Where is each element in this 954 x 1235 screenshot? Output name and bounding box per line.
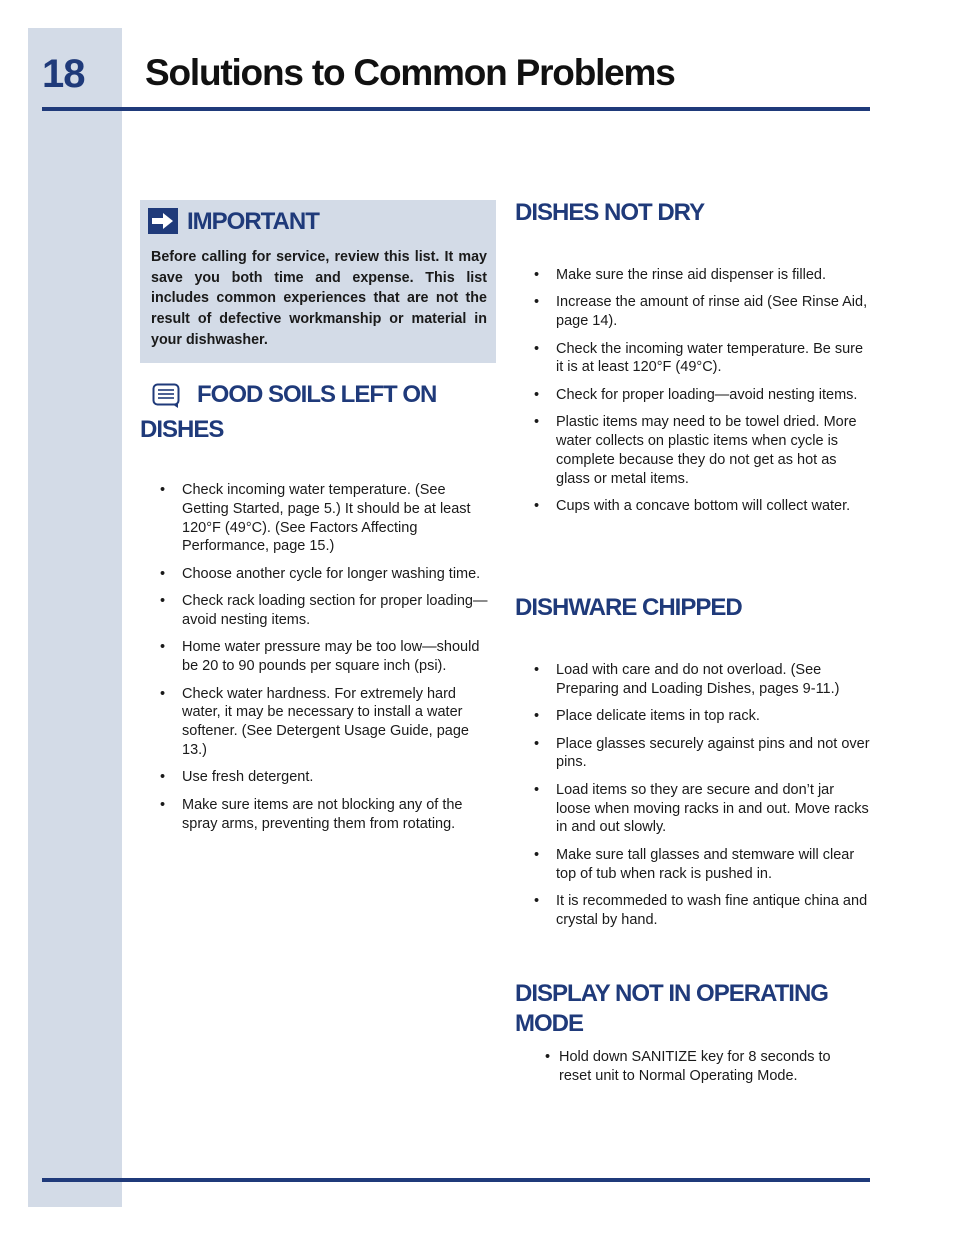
bullet-icon: • bbox=[160, 796, 166, 813]
list-item-text: Make sure tall glasses and stemware will clear top of tub when rack is pushed in. bbox=[556, 846, 855, 882]
bullet-icon: • bbox=[534, 892, 540, 909]
bullet-icon: • bbox=[160, 565, 166, 582]
list-item bbox=[534, 497, 870, 516]
page-title: Solutions to Common Problems bbox=[145, 52, 675, 93]
list-item-text: Home water pressure may be too low—should be 20 to 90 pounds per square inch (psi). bbox=[182, 639, 480, 675]
dishes-not-dry-heading: DISHES NOT DRY bbox=[515, 199, 705, 226]
dishes-not-dry-list bbox=[534, 266, 870, 524]
bullet-icon: • bbox=[160, 639, 166, 656]
bullet-icon: • bbox=[160, 593, 166, 610]
bullet-icon: • bbox=[534, 497, 540, 514]
important-callout bbox=[140, 200, 496, 363]
list-item-text: Use fresh detergent. bbox=[182, 769, 314, 786]
bullet-icon: • bbox=[160, 685, 166, 702]
bullet-icon: • bbox=[534, 294, 540, 311]
list-item bbox=[545, 1048, 865, 1086]
list-item bbox=[534, 892, 870, 930]
list-item bbox=[160, 768, 495, 787]
page-number: 18 bbox=[42, 52, 85, 96]
arrow-right-icon bbox=[148, 208, 178, 234]
list-item bbox=[534, 340, 870, 378]
list-item-text: Check the incoming water temperature. Be sure it is at least 120°F (49°C). bbox=[556, 340, 864, 376]
list-item bbox=[534, 413, 870, 488]
list-item-text: Make sure the rinse aid dispenser is filled. bbox=[556, 267, 826, 283]
list-item bbox=[534, 781, 870, 837]
important-heading: IMPORTANT bbox=[187, 208, 319, 235]
list-item bbox=[160, 481, 495, 556]
food-soils-heading: FOOD SOILS LEFT ON DISHES bbox=[140, 381, 437, 443]
bullet-icon: • bbox=[534, 781, 540, 798]
dishware-chipped-list bbox=[534, 661, 870, 938]
list-item-text: It is recommeded to wash fine antique china and crystal by hand. bbox=[556, 892, 868, 928]
bullet-icon: • bbox=[534, 340, 540, 357]
bullet-icon: • bbox=[534, 846, 540, 863]
list-item-text: Hold down SANITIZE key for 8 seconds to reset unit to Normal Operating Mode. bbox=[559, 1049, 831, 1084]
list-item bbox=[160, 685, 495, 760]
important-body: Before calling for service, review this list. It may save you both time and expense. This list includes common experiences that are not the result of defective workmanship or material in your dishwasher. bbox=[151, 249, 487, 348]
bullet-icon: • bbox=[534, 735, 540, 752]
list-item-text: Place glasses securely against pins and not over pins. bbox=[556, 735, 870, 771]
list-item bbox=[534, 293, 870, 331]
bullet-icon: • bbox=[534, 386, 540, 403]
display-mode-heading: DISPLAY NOT IN OPERATING MODE bbox=[515, 980, 828, 1037]
list-item-text: Check rack loading section for proper loading—avoid nesting items. bbox=[182, 593, 488, 628]
bullet-icon: • bbox=[534, 708, 540, 725]
bullet-icon: • bbox=[160, 482, 166, 498]
list-item bbox=[534, 266, 870, 285]
bullet-icon: • bbox=[534, 414, 540, 431]
top-divider bbox=[42, 107, 870, 111]
list-item-text: Make sure items are not blocking any of the spray arms, preventing them from rotating. bbox=[182, 796, 463, 832]
list-item-text: Check water hardness. For extremely hard water, it may be necessary to install a water softener. (See Detergent Usage Guide, page 13.) bbox=[182, 685, 469, 758]
list-item bbox=[534, 386, 870, 405]
list-item bbox=[534, 846, 870, 884]
page-sidebar-band bbox=[28, 28, 122, 1207]
food-soils-list bbox=[160, 481, 495, 842]
list-item-text: Cups with a concave bottom will collect water. bbox=[556, 497, 851, 514]
list-item-text: Load items so they are secure and don’t jar loose when moving racks in and out. Move racks in and out slowly. bbox=[556, 781, 869, 836]
display-mode-list bbox=[545, 1048, 865, 1094]
dishware-chipped-heading: DISHWARE CHIPPED bbox=[515, 594, 742, 621]
list-item bbox=[534, 661, 870, 699]
bullet-icon: • bbox=[545, 1049, 551, 1065]
list-item bbox=[160, 565, 495, 584]
list-item bbox=[160, 796, 495, 834]
list-item-text: Load with care and do not overload. (See Preparing and Loading Dishes, pages 9-11.) bbox=[556, 662, 840, 697]
list-item bbox=[160, 638, 495, 676]
list-item-text: Place delicate items in top rack. bbox=[556, 708, 760, 725]
list-item-text: Plastic items may need to be towel dried. More water collects on plastic items when cycle is complete because they do not get as hot as glass or metal items. bbox=[556, 414, 857, 487]
list-item bbox=[534, 707, 870, 726]
bottom-divider bbox=[42, 1178, 870, 1182]
list-item-text: Choose another cycle for longer washing time. bbox=[182, 565, 481, 582]
bullet-icon: • bbox=[160, 769, 166, 786]
list-item bbox=[160, 592, 495, 630]
bullet-icon: • bbox=[534, 267, 540, 283]
bullet-icon: • bbox=[534, 662, 540, 678]
list-item-text: Check for proper loading—avoid nesting items. bbox=[556, 386, 858, 403]
list-item bbox=[534, 735, 870, 773]
list-item-text: Check incoming water temperature. (See Getting Started, page 5.) It should be at least 120°F (49°C). (See Factors Affecting Performance, page 15.) bbox=[182, 482, 471, 555]
list-item-text: Increase the amount of rinse aid (See Rinse Aid, page 14). bbox=[556, 294, 868, 330]
